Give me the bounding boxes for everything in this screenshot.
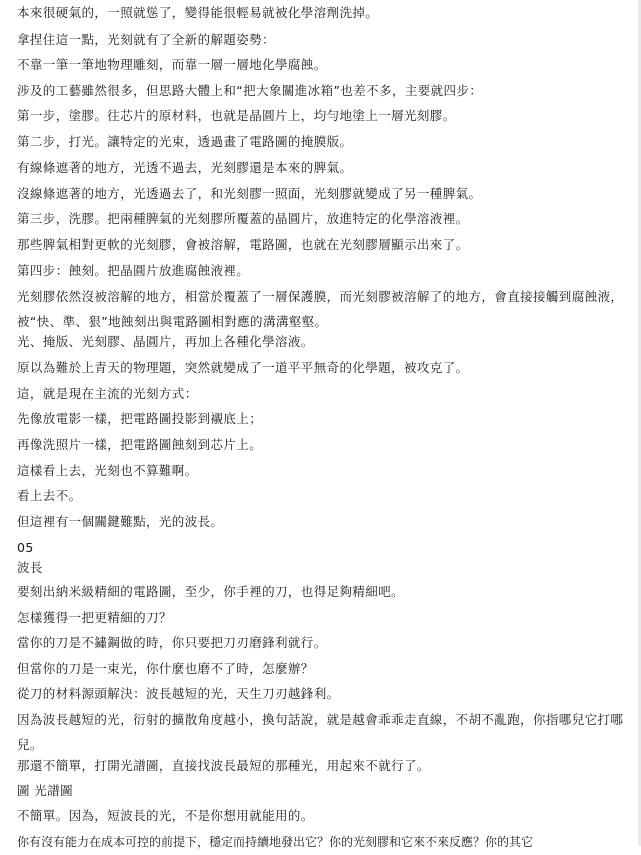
paragraph: 但當你的刀是一束光，你什麼也磨不了時，怎麼辦？ (17, 661, 314, 676)
paragraph: 怎樣獲得一把更精細的刀？ (17, 610, 172, 625)
paragraph: 因為波長越短的光，衍射的擴散角度越小，換句話說，就是越會乖乖走直線，不胡不亂跑，你指哪兒它打哪兒。 (17, 712, 624, 752)
paragraph: 第四步：蝕刻。把晶圓片放進腐蝕液裡。 (17, 263, 250, 278)
paragraph: 當你的刀是不鏽鋼做的時，你只要把刀刃磨鋒利就行。 (17, 635, 327, 650)
paragraph: 這，就是現在主流的光刻方式： (17, 386, 198, 401)
paragraph: 不簡單。因為，短波長的光，不是你想用就能用的。 (17, 808, 314, 823)
paragraph: 拿捏住這一點，光刻就有了全新的解題姿勢： (17, 32, 276, 47)
paragraph: 有線條遮著的地方，光透不過去，光刻膠還是本來的脾氣。 (17, 160, 353, 175)
paragraph: 不靠一筆一筆地物理雕刻，而靠一層一層地化學腐蝕。 (17, 57, 327, 72)
paragraph: 看上去不。 (17, 488, 82, 503)
paragraph: 要刻出納米級精細的電路圖，至少，你手裡的刀，也得足夠精細吧。 (17, 584, 405, 599)
paragraph: 這樣看上去，光刻也不算難啊。 (17, 463, 198, 478)
paragraph: 沒線條遮著的地方，光透過去了，和光刻膠一照面，光刻膠就變成了另一種脾氣。 (17, 186, 482, 201)
paragraph: 那還不簡單，打開光譜圖，直接找波長最短的那種光，用起來不就行了。 (17, 758, 430, 773)
paragraph: 你有沒有能力在成本可控的前提下，穩定而持續地發出它？你的光刻膠和它來不來反應？你的其它 (17, 835, 534, 849)
paragraph: 本來很硬氣的，一照就慫了，變得能很輕易就被化學溶劑洗掉。 (17, 5, 379, 20)
paragraph: 再像洗照片一樣，把電路圖蝕刻到芯片上。 (17, 437, 263, 452)
section-title: 波長 (17, 560, 43, 575)
paragraph: 但這裡有一個關鍵難點，光的波長。 (17, 514, 224, 529)
paragraph: 原以為難於上青天的物理題，突然就變成了一道平平無奇的化學題，被攻克了。 (17, 360, 469, 375)
figure-caption: 圖 光譜圖 (17, 783, 73, 798)
paragraph: 光、掩版、光刻膠、晶圓片，再加上各種化學溶液。 (17, 334, 314, 349)
paragraph: 第二步，打光。讓特定的光束，透過畫了電路圖的掩膜版。 (17, 134, 353, 149)
paragraph: 先像放電影一樣，把電路圖投影到襯底上； (17, 411, 263, 426)
paragraph: 第一步，塗膠。往芯片的原材料，也就是晶圓片上，均勻地塗上一層光刻膠。 (17, 108, 456, 123)
paragraph: 光刻膠依然沒被溶解的地方，相當於覆蓋了一層保護膜，而光刻膠被溶解了的地方，會直接接觸到腐蝕液，被“快、準、狠”地蝕刻出與電路圖相對應的溝溝壑壑。 (17, 289, 624, 329)
paragraph: 第三步，洗膠。把兩種脾氣的光刻膠所覆蓋的晶圓片，放進特定的化學溶液裡。 (17, 211, 469, 226)
paragraph: 從刀的材料源頭解決：波長越短的光，天生刀刃越鋒利。 (17, 686, 340, 701)
paragraph: 涉及的工藝雖然很多，但思路大體上和“把大象關進冰箱”也差不多，主要就四步： (17, 83, 483, 98)
section-number: 05 (17, 540, 34, 555)
paragraph: 那些脾氣相對更軟的光刻膠，會被溶解，電路圖，也就在光刻膠層顯示出來了。 (17, 237, 469, 252)
